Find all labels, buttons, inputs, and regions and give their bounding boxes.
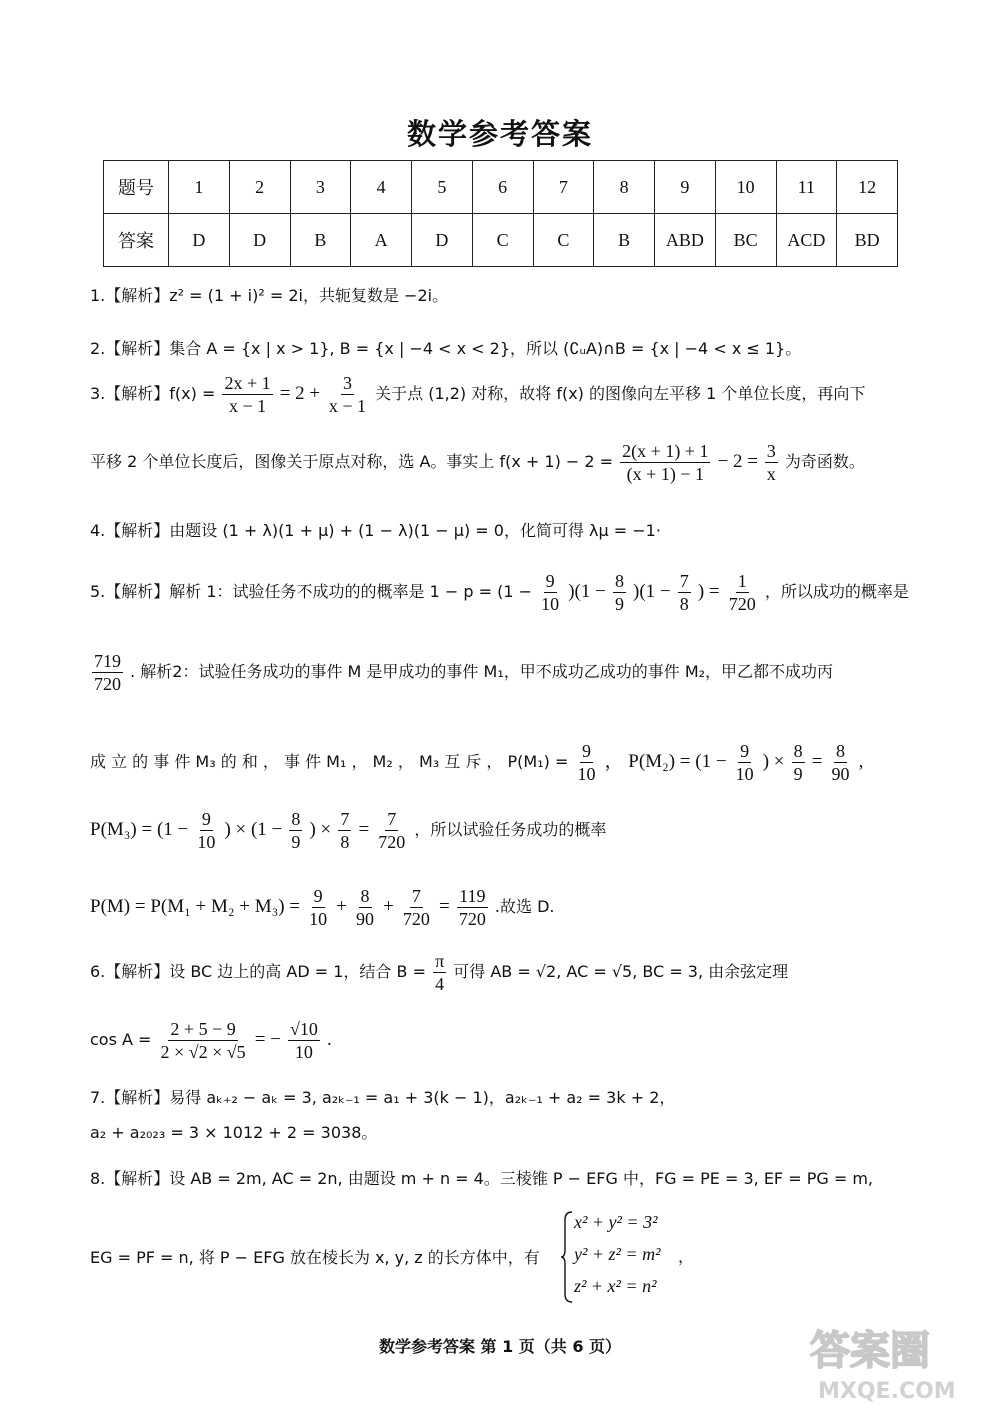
fraction: $\frac{9}{10}$	[197, 809, 216, 852]
fraction: $\frac{3}{x}$	[766, 441, 776, 484]
question-number-cell: 10	[715, 161, 776, 214]
fraction: $\frac{9}{10}$	[309, 886, 328, 929]
question-number-cell: 3	[290, 161, 351, 214]
s6b-prefix: cos A =	[90, 1030, 152, 1049]
system-equation-3: z² + x² = n²	[574, 1276, 657, 1296]
system-equation-2: y² + z² = m²	[574, 1244, 661, 1264]
question-number-cell: 7	[533, 161, 594, 214]
table-row-answers	[104, 214, 898, 267]
row-label-answer: 答案	[104, 214, 169, 267]
fraction: $\frac{2x + 1}{x - 1}$	[224, 373, 271, 416]
system-comma: ，	[678, 1247, 695, 1266]
s6a-text: 6.【解析】设 BC 边上的高 AD = 1，结合 B =	[90, 962, 426, 981]
answer-cell: C	[472, 214, 533, 267]
solution-3-line1: 3.【解析】f(x) = $\frac{2x + 1}{x - 1}$ = 2 + $\frac{3}{x - 1}$ 关于点 (1,2) 对称，故将 f(x) 的图像向左平移 1 个单位长度，再向下	[90, 373, 866, 416]
answer-cell: D	[229, 214, 290, 267]
watermark-text-bottom: MXQE.COM	[818, 1379, 956, 1404]
question-number-cell: 1	[169, 161, 230, 214]
answer-cell: B	[290, 214, 351, 267]
system-equation-1: x² + y² = 3²	[574, 1212, 658, 1232]
fraction: $\frac{1}{720}$	[728, 571, 756, 614]
question-number-cell: 2	[229, 161, 290, 214]
solution-4: 4.【解析】由题设 (1 + λ)(1 + μ) + (1 − λ)(1 − μ) = 0，化简可得 λμ = −1·	[90, 521, 661, 540]
left-brace-icon	[560, 1210, 574, 1304]
fraction: $\frac{2 + 5 - 9}{2 \times √2 \times √5}$	[160, 1019, 246, 1062]
page-footer: 数学参考答案 第 1 页（共 6 页）	[378, 1337, 622, 1356]
s6a-post: 可得 AB = √2, AC = √5, BC = 3, 由余弦定理	[453, 962, 789, 981]
s5a-prefix: 5.【解析】解析 1：试验任务不成功的的概率是 1 − p = (1 −	[90, 582, 533, 601]
equation-system	[560, 1210, 695, 1304]
answer-cell: BD	[837, 214, 898, 267]
s3-prefix: 3.【解析】f(x) =	[90, 384, 216, 403]
solution-8-line2: EG = PF = n, 将 P − EFG 放在棱长为 x, y, z 的长方体中，有	[90, 1248, 540, 1267]
solution-5-line4: P(M₃) = (1 − $\frac{9}{10}$ ) × (1 − $\frac{8}{9}$ ) × $\frac{7}{8}$ = $\frac{7}{720}$ ，所以试验任务成功的概率	[90, 809, 607, 852]
s5e-post: .故选 D.	[494, 897, 555, 916]
s3b-prefix: 平移 2 个单位长度后，图像关于原点对称，选 A。事实上 f(x + 1) − 2 =	[90, 452, 614, 471]
fraction: $\frac{2(x + 1) + 1}{(x + 1) - 1}$	[622, 441, 709, 484]
fraction: $\frac{3}{x - 1}$	[328, 373, 367, 416]
question-number-cell: 9	[655, 161, 716, 214]
answer-cell: ACD	[776, 214, 837, 267]
question-number-cell: 4	[351, 161, 412, 214]
fraction: $\frac{7}{720}$	[402, 886, 430, 929]
fraction: $\frac{√10}{10}$	[289, 1019, 318, 1062]
fraction: $\frac{8}{90}$	[356, 886, 375, 929]
fraction: $\frac{\pi}{4}$	[435, 951, 445, 994]
answer-cell: D	[412, 214, 473, 267]
watermark-text-top: 答案圈	[810, 1328, 930, 1374]
answer-cell: BC	[715, 214, 776, 267]
solution-5-line2	[90, 650, 833, 695]
solution-5-line5: P(M) = P(M₁ + M₂ + M₃) = $\frac{9}{10}$ + $\frac{8}{90}$ + $\frac{7}{720}$ = $\frac{119}{720}$ .故选 D.	[90, 886, 555, 929]
watermark-icon	[800, 1312, 985, 1404]
solution-3-line2: 平移 2 个单位长度后，图像关于原点对称，选 A。事实上 f(x + 1) − 2 = $\frac{2(x + 1) + 1}{(x + 1) - 1}$ − 2 = $\frac{3}{x}$ 为奇函数。	[90, 441, 865, 484]
answer-cell: B	[594, 214, 655, 267]
fraction: $\frac{7}{8}$	[679, 571, 689, 614]
solution-6-line1	[90, 950, 788, 995]
row-label-number: 题号	[104, 161, 169, 214]
fraction: $\frac{119}{720}$	[458, 886, 486, 929]
solution-2: 2.【解析】集合 A = {x | x > 1}, B = {x | −4 < x < 2}，所以 (∁ᵤA)∩B = {x | −4 < x ≤ 1}。	[90, 339, 802, 358]
s5d-post: ，所以试验任务成功的概率	[414, 820, 607, 839]
question-number-cell: 12	[837, 161, 898, 214]
solution-5-line1: 5.【解析】解析 1：试验任务不成功的的概率是 1 − p = (1 − $\frac{9}{10}$ )(1 − $\frac{8}{9}$ )(1 − $\frac{7}{8}$ ) = $\frac{1}{720}$ ，所以成功的概率是	[90, 571, 909, 614]
solution-7-line1: 7.【解析】易得 aₖ₊₂ − aₖ = 3, a₂ₖ₋₁ = a₁ + 3(k − 1)，a₂ₖ₋₁ + a₂ = 3k + 2，	[90, 1088, 676, 1107]
watermark-logo	[800, 1312, 985, 1404]
fraction: $\frac{8}{90}$	[831, 741, 850, 784]
fraction: $\frac{8}{9}$	[614, 571, 624, 614]
solution-8-line1: 8.【解析】设 AB = 2m, AC = 2n, 由题设 m + n = 4。三棱锥 P − EFG 中，FG = PE = 3, EF = PG = m,	[90, 1169, 874, 1188]
solution-5-line3: 成 立 的 事 件 M₃ 的 和 ， 事 件 M₁ ， M₂ ， M₃ 互 斥 ， P(M₁) = $\frac{9}{10}$ ， P(M₂) = (1 − $\frac{9}{10}$ ) × $\frac{8}{9}$ = $\frac{8}{90}$ ,	[90, 741, 864, 784]
question-number-cell: 8	[594, 161, 655, 214]
fraction: $\frac{719}{720}$	[94, 651, 121, 694]
s5b-post: . 解析2：试验任务成功的事件 M 是甲成功的事件 M₁，甲不成功乙成功的事件 M₂，甲乙都不成功丙	[130, 662, 834, 681]
s3b-post: 为奇函数。	[784, 452, 865, 471]
solution-6-line2: cos A = $\frac{2 + 5 - 9}{2 \times √2 \times √5}$ = − $\frac{√10}{10}$ .	[90, 1019, 332, 1062]
answer-cell: ABD	[655, 214, 716, 267]
page-title: 数学参考答案	[406, 117, 593, 151]
s3-mid: 关于点 (1,2) 对称，故将 f(x) 的图像向左平移 1 个单位长度，再向下	[375, 384, 866, 403]
solution-1: 1.【解析】z² = (1 + i)² = 2i，共轭复数是 −2i。	[90, 286, 449, 305]
fraction: $\frac{9}{10}$	[735, 741, 754, 784]
question-number-cell: 6	[472, 161, 533, 214]
fraction: $\frac{8}{9}$	[793, 741, 803, 784]
fraction: $\frac{7}{8}$	[340, 809, 350, 852]
question-number-cell: 11	[776, 161, 837, 214]
solution-7-line2: a₂ + a₂₀₂₃ = 3 × 1012 + 2 = 3038。	[90, 1123, 378, 1142]
question-number-cell: 5	[412, 161, 473, 214]
s5c-text: 成 立 的 事 件 M₃ 的 和 ， 事 件 M₁ ， M₂ ， M₃ 互 斥 ， P(M₁) =	[90, 752, 569, 771]
answer-cell: C	[533, 214, 594, 267]
fraction: $\frac{9}{10}$	[541, 571, 560, 614]
fraction: $\frac{7}{720}$	[378, 809, 406, 852]
answer-cell: D	[169, 214, 230, 267]
table-row-numbers	[104, 161, 898, 214]
answer-table	[103, 160, 898, 267]
answer-cell: A	[351, 214, 412, 267]
fraction: $\frac{8}{9}$	[291, 809, 301, 852]
fraction: $\frac{9}{10}$	[577, 741, 596, 784]
s5a-post: ，所以成功的概率是	[764, 582, 909, 601]
